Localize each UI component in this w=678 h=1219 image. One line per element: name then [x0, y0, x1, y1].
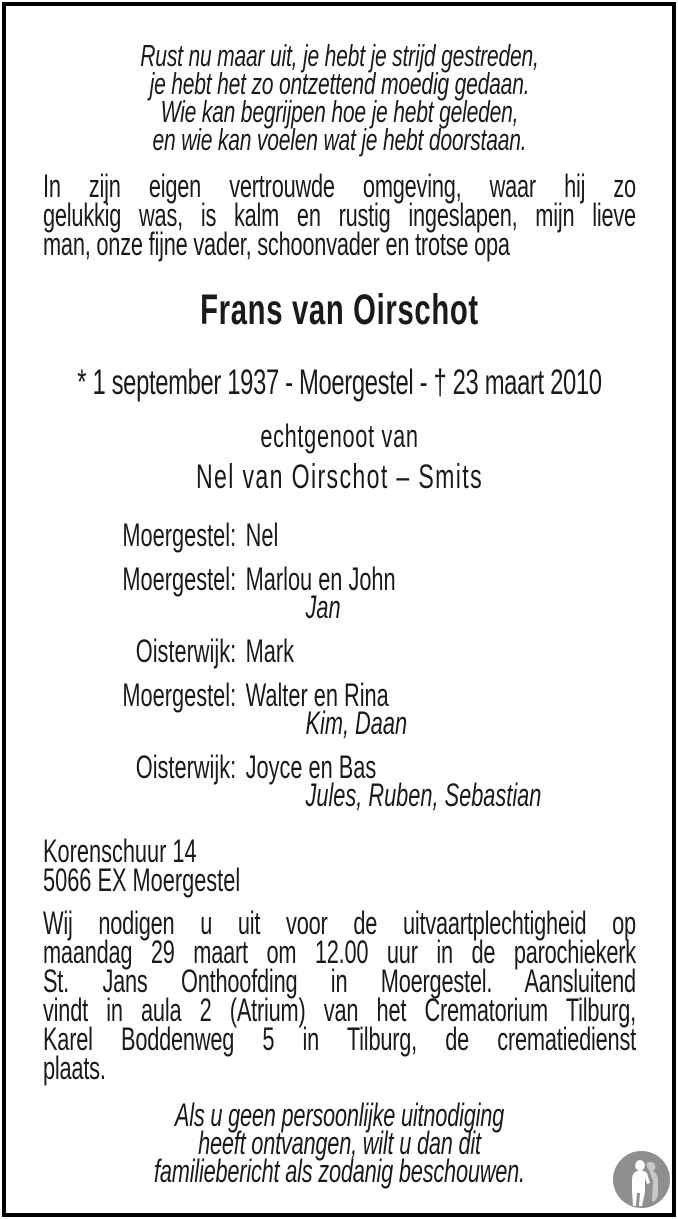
invitation-line: St. Jans Onthoofding in Moergestel. Aansluitend	[43, 963, 636, 999]
intro-line: man, onze fijne vader, schoonvader en trotse opa	[43, 226, 510, 262]
family-grandchildren: Jules, Ruben, Sebastian	[305, 777, 542, 813]
family-list	[43, 517, 636, 813]
family-names: Mark	[245, 633, 294, 669]
family-place: Moergestel:	[122, 677, 237, 713]
family-grandchildren: Kim, Daan	[305, 705, 408, 741]
family-names: Walter en Rina	[245, 677, 389, 713]
closing-note	[43, 1097, 636, 1189]
spouse-name: Nel van Oirschot – Smits	[195, 458, 484, 496]
family-row	[43, 633, 636, 669]
family-row	[43, 749, 636, 813]
invitation-line: plaats.	[43, 1050, 106, 1086]
invitation-line: Karel Boddenweg 5 in Tilburg, de crematiedienst	[43, 1021, 636, 1057]
address-line: 5066 EX Moergestel	[43, 862, 241, 898]
invitation-line: Wij nodigen u uit voor de uitvaartplechtigheid op	[43, 905, 636, 941]
family-place: Oisterwijk:	[135, 633, 237, 669]
deceased-name: Frans van Oirschot	[200, 286, 479, 334]
poem-line: en wie kan voelen wat je hebt doorstaan.	[152, 122, 527, 157]
family-names: Marlou en John	[245, 561, 396, 597]
memorial-poem	[43, 38, 636, 157]
poem-line: Rust nu maar uit, je hebt je strijd gestreden,	[140, 38, 539, 73]
address-block	[43, 833, 636, 898]
condensed-text-block	[43, 38, 636, 1189]
closing-line: Als u geen persoonlijke uitnodiging	[174, 1097, 505, 1133]
embracing-figures-logo	[613, 1151, 670, 1208]
poem-line: je hebt het zo ontzettend moedig gedaan.	[149, 66, 530, 101]
family-row	[43, 677, 636, 741]
poem-line: Wie kan begrijpen hoe je hebt geleden,	[160, 94, 519, 129]
closing-line: familiebericht als zodanig beschouwen.	[154, 1153, 525, 1189]
intro-line: In zijn eigen vertrouwde omgeving, waar hij zo	[43, 168, 636, 204]
obituary-notice	[2, 2, 676, 1217]
family-names: Joyce en Bas	[245, 749, 377, 785]
invitation-line: maandag 29 maart om 12.00 uur in de parochiekerk	[43, 934, 636, 970]
invitation-line: vindt in aula 2 (Atrium) van het Crematorium Tilburg,	[43, 992, 636, 1028]
family-names: Nel	[245, 517, 279, 553]
intro-paragraph	[43, 168, 636, 262]
family-grandchildren: Jan	[305, 589, 341, 625]
invitation-paragraph	[43, 905, 636, 1086]
notice-content	[43, 6, 676, 1189]
family-place: Moergestel:	[122, 561, 237, 597]
family-place: Moergestel:	[122, 517, 237, 553]
life-dates: * 1 september 1937 - Moergestel - † 23 maart 2010	[77, 363, 602, 402]
relation-label: echtgenoot van	[260, 418, 419, 454]
family-row	[43, 561, 636, 625]
closing-line: heeft ontvangen, wilt u dan dit	[198, 1125, 481, 1161]
address-line: Korenschuur 14	[43, 833, 197, 869]
family-row	[43, 517, 636, 553]
intro-line: gelukkig was, is kalm en rustig ingeslapen, mijn lieve	[43, 197, 636, 233]
family-place: Oisterwijk:	[135, 749, 237, 785]
